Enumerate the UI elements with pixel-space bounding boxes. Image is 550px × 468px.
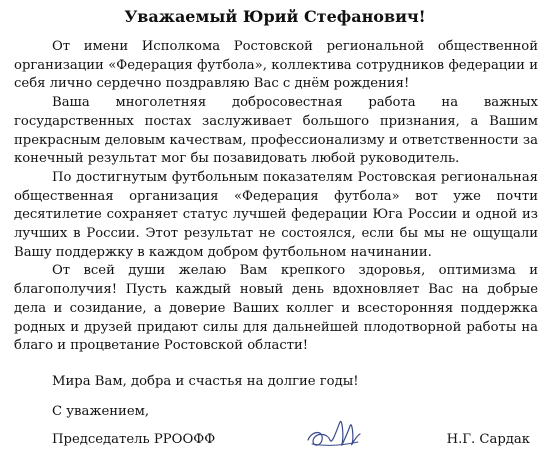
letter-wishes: Мира Вам, добра и счастья на долгие годы! [52, 374, 359, 389]
handwritten-signature [304, 416, 364, 454]
signature-block [52, 430, 530, 454]
letter-greeting: Уважаемый Юрий Стефанович! [124, 7, 426, 26]
paragraph-achievements: По достигнутым футбольным показателям Ростовская региональная общественная организация «Федерация футбола» вот уже почти десятилетие сохраняет статус лучшей федерации Юга России и одной из лучших в России. Этот результат не состоялся, если бы мы не ощущали Вашу поддержку в каждом добром футбольном начинании. [14, 169, 538, 260]
signer-role: Председатель РРООФФ [52, 432, 216, 447]
signer-name: Н.Г. Сардак [446, 432, 530, 447]
letter-closing: С уважением, [52, 404, 150, 419]
paragraph-work: Ваша многолетняя добросовестная работа на важных государственных постах заслуживает большого признания, а Вашим прекрасным деловым качествам, профессионализму и ответственности за конечный результат мог бы позавидовать любой руководитель. [14, 95, 538, 167]
paragraph-congratulation: От имени Исполкома Ростовской региональной общественной организации «Федерация футбола», коллектива сотрудников федерации и себя лично сердечно поздравляю Вас с днём рождения! [14, 39, 538, 92]
letter-body [14, 38, 538, 356]
paragraph-wishes: От всей души желаю Вам крепкого здоровья, оптимизма и благополучия! Пусть каждый новый день вдохновляет Вас на добрые дела и созидание, а доверие Ваших коллег и всесторонняя поддержка родных и друзей придают силы для дальнейшей плодотворной работы на благо и процветание Ростовской области! [14, 263, 538, 354]
